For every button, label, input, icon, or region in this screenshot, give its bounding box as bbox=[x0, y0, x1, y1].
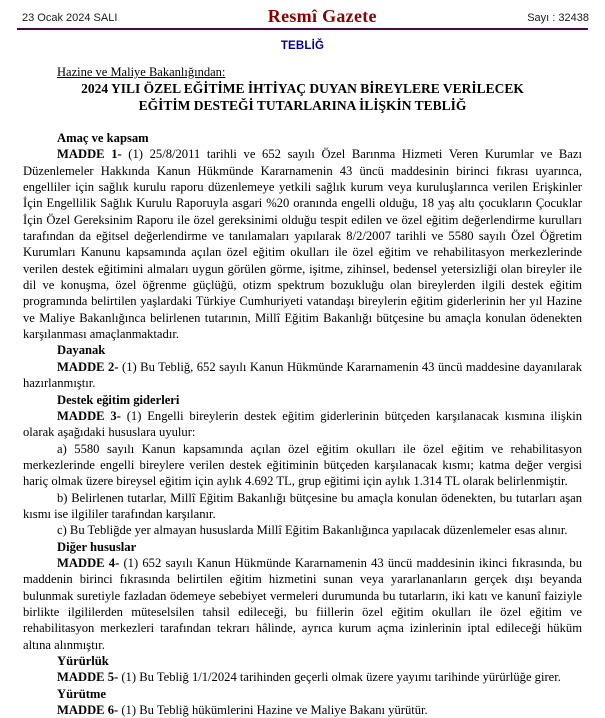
paragraph-madde-2 bbox=[23, 359, 582, 392]
document-title bbox=[23, 81, 582, 114]
issuer-text: Hazine ve Maliye Bakanlığından: bbox=[57, 65, 226, 79]
gazette-issue-number: Sayı : 32438 bbox=[527, 12, 589, 24]
madde-2-text: (1) Bu Tebliğ, 652 sayılı Kanun Hükmünde Kararnamenin 43 üncü maddesine dayanılarak hazırlanmıştır. bbox=[23, 359, 582, 391]
madde-5-text: (1) Bu Tebliğ 1/1/2024 tarihinden geçerli olmak üzere yayımı tarihinde yürürlüğe girer. bbox=[118, 670, 561, 685]
section-heading-amac-ve-kapsam: Amaç ve kapsam bbox=[57, 131, 149, 145]
document-body bbox=[23, 130, 582, 718]
madde-3-item-b-text: b) Belirlenen tutarlar, Millî Eğitim Bakanlığı bütçesine bu amaçla konulan ödenekten, bu tutarları aşan kısmı ise ilgililer tarafından karşılanır. bbox=[23, 490, 582, 521]
document-title-line2: EĞİTİM DESTEĞİ TUTARLARINA İLİŞKİN TEBLİĞ bbox=[138, 97, 467, 113]
madde-4-text: (1) 652 sayılı Kanun Hükmünde Kararnamenin 43 üncü maddesinin ikinci fıkrasında, bu maddenin birinci fıkrasında belirtilen eğitim hizmetini sunan veya yararlananların gerçek dışı beyanda bulunmak suretiyle fazladan ödemeye sebebiyet vermeleri durumunda bu tutarların, iki katı ve kanunî faiziyle birlikte ilgililerden müteselsilen tahsil edileceği, bu fiillerin özel eğitim okulları ile özel eğitim ve rehabilitasyon merkezleri tarafından tekrarı hâlinde, ayrıca kurum açma izinlerinin iptal edileceği hüküm altına alınmıştır. bbox=[23, 555, 582, 652]
category-heading: TEBLİĞ bbox=[280, 40, 325, 52]
madde-1-text: (1) 25/8/2011 tarihli ve 652 sayılı Özel Barınma Hizmeti Veren Kurumlar ve Bazı Düzenlemeler Hakkında Kanun Hükmünde Kararnamenin 43 üncü maddesinin birinci fıkrası uyarınca, engelliler için sağlık kurulu raporu düzenlemeye yetkili sağlık kurum veya kuruluşlarınca verilen Erişkinler İçin Engellilik Sağlık Kurulu Raporuyla asgari %20 oranında engelli olduğu, 18 yaş altı çocukların Çocuklar İçin Özel Gereksinim Raporu ile özel gereksinimi olduğu tespit edilen ve özel eğitim değerlendirme kurulları tarafından da eğitsel değerlendirme ve tanılamaları yapılarak 8/2/2007 tarihli ve 5580 sayılı Özel Öğretim Kurumları Kanunu kapsamında açılan özel eğitim okulları ile özel eğitim ve rehabilitasyon merkezlerinde verilen destek eğitimini almaları uygun görülen görme, işitme, zihinsel, bedensel yetersizliği olan bireyler ile dil ve konuşma, özel öğrenme güçlüğü, otizm spektrum bozukluğu olan bireylerden ilgili destek eğitim programında belirtilen yaşlardaki Türkiye Cumhuriyeti vatandaşı bireylerin eğitim giderlerinin her yıl Hazine ve Maliye Bakanlığınca belirlenen tutarının, Millî Eğitim Bakanlığı bütçesine bu amaçla konulan ödenekten karşılanması amaçlanmaktadır. bbox=[23, 147, 582, 342]
paragraph-madde-3-item-c bbox=[23, 522, 582, 538]
paragraph-madde-3-item-a bbox=[23, 441, 582, 490]
masthead bbox=[0, 0, 605, 27]
gazette-date: 23 Ocak 2024 SALI bbox=[22, 12, 118, 24]
paragraph-madde-1 bbox=[23, 146, 582, 342]
madde-4-label: MADDE 4- bbox=[57, 555, 120, 570]
paragraph-madde-5 bbox=[23, 669, 582, 685]
section-heading-yurutme: Yürütme bbox=[57, 686, 106, 701]
paragraph-madde-3 bbox=[23, 408, 582, 441]
madde-3-text: (1) Engelli bireylerin destek eğitim giderlerinin bütçeden karşılanacak kısmına ilişkin olarak aşağıdaki hususlara uyulur: bbox=[23, 408, 582, 440]
madde-1-label: MADDE 1- bbox=[57, 147, 122, 162]
issuer-line bbox=[23, 64, 582, 80]
madde-6-text: (1) Bu Tebliğ hükümlerini Hazine ve Maliye Bakanı yürütür. bbox=[118, 703, 428, 718]
paragraph-madde-6 bbox=[23, 702, 582, 718]
masthead-rule bbox=[17, 28, 588, 30]
section-heading-diger-hususlar: Diğer hususlar bbox=[57, 539, 137, 554]
paragraph-madde-4 bbox=[23, 555, 582, 653]
section-heading-dayanak: Dayanak bbox=[57, 343, 106, 358]
paragraph-madde-3-item-b bbox=[23, 490, 582, 523]
section-heading-destek-egitim-giderleri: Destek eğitim giderleri bbox=[57, 392, 180, 407]
gazette-title: Resmî Gazete bbox=[267, 6, 377, 26]
madde-5-label: MADDE 5- bbox=[57, 670, 119, 685]
document-title-line1: 2024 YILI ÖZEL EĞİTİME İHTİYAÇ DUYAN BİREYLERE VERİLECEK bbox=[81, 81, 524, 96]
section-heading-yururluk: Yürürlük bbox=[57, 654, 109, 668]
madde-3-item-c-text: c) Bu Tebliğde yer almayan hususlarda Millî Eğitim Bakanlığınca yapılacak düzenlemeler esas alınır. bbox=[57, 523, 568, 538]
madde-6-label: MADDE 6- bbox=[57, 703, 119, 718]
madde-3-item-a-text: a) 5580 sayılı Kanun kapsamında açılan özel eğitim okulları ile özel eğitim ve rehabilitasyon merkezlerinde engelli bireylere verilen destek eğitiminin bütçeden karşılanacak kısmı; katma değer vergisi hariç olmak üzere bireysel eğitim için aylık 4.692 TL, grup eğitimi için aylık 1.314 TL olarak belirlenmiştir. bbox=[23, 441, 582, 489]
madde-3-label: MADDE 3- bbox=[57, 408, 121, 423]
madde-2-label: MADDE 2- bbox=[57, 359, 119, 374]
